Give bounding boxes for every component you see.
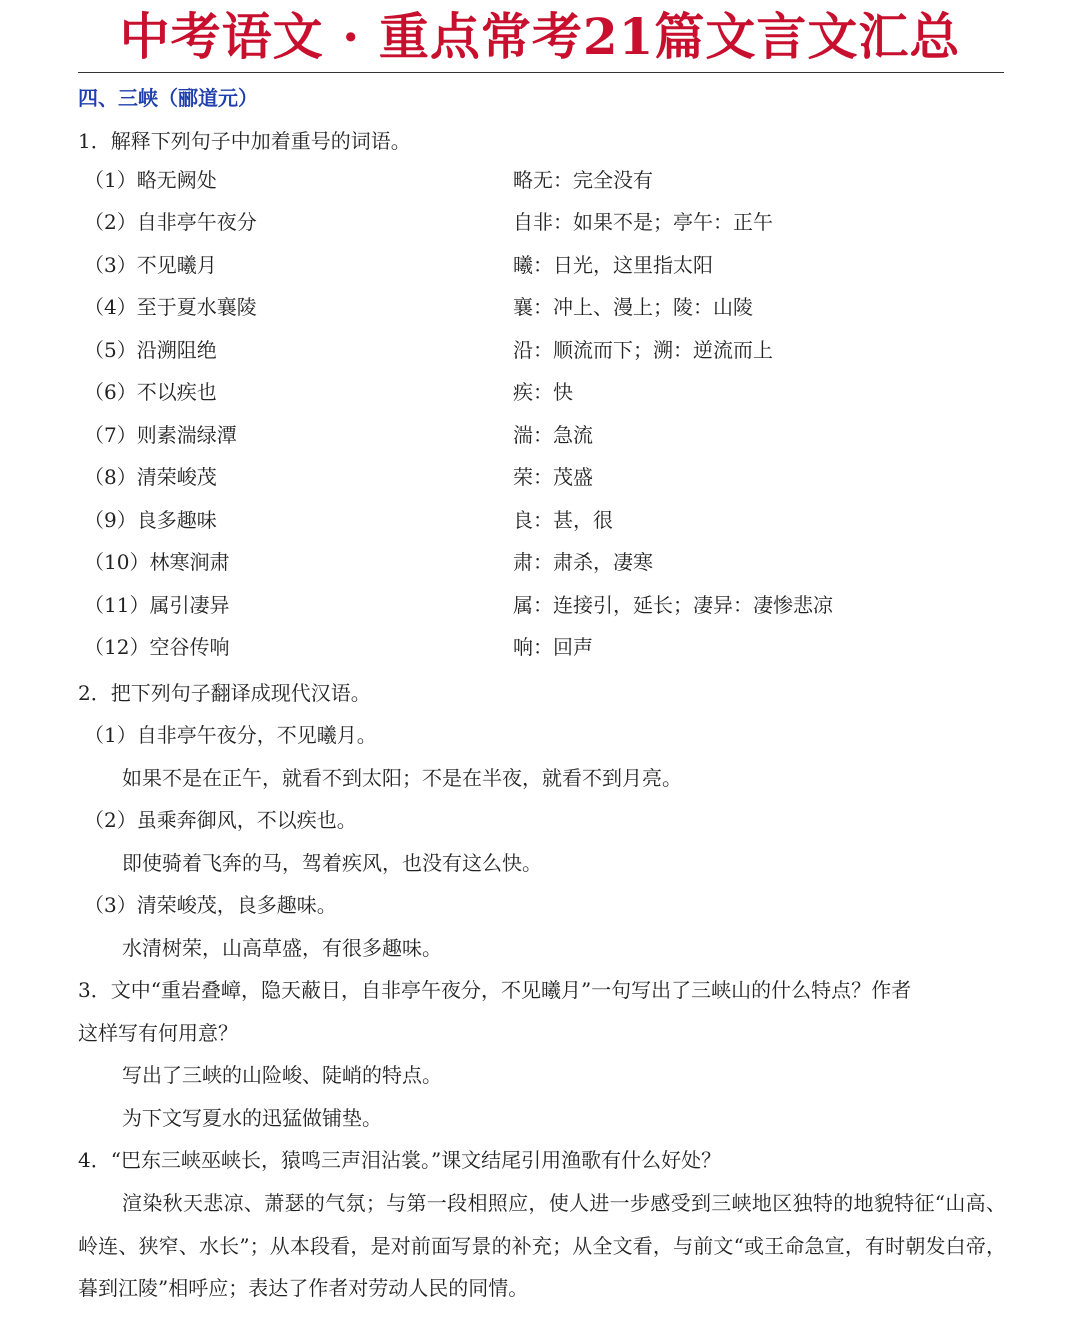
q1-item-phrase: （2）自非亭午夜分 [84, 210, 257, 234]
q1-item-phrase: （4）至于夏水襄陵 [84, 295, 257, 319]
q1-item-definition: 响：回声 [513, 635, 593, 659]
q1-item-phrase: （5）沿溯阻绝 [84, 338, 217, 362]
page-title: 中考语文 · 重点常考21篇文言文汇总 [119, 7, 961, 66]
question-1-prompt: 1．解释下列句子中加着重号的词语。 [78, 129, 411, 153]
q1-item-definition: 疾：快 [513, 380, 573, 404]
q1-item-definition: 荣：茂盛 [513, 465, 593, 489]
q1-item-definition: 属：连接引，延长；凄异：凄惨悲凉 [513, 593, 833, 617]
q1-item-definition: 良：甚，很 [513, 508, 613, 532]
q2-translation: 如果不是在正午，就看不到太阳；不是在半夜，就看不到月亮。 [122, 766, 682, 790]
section-heading: 四、三峡（郦道元） [78, 86, 258, 110]
q2-translation: 即使骑着飞奔的马，驾着疾风，也没有这么快。 [122, 851, 542, 875]
q2-translation: 水清树荣，山高草盛，有很多趣味。 [122, 936, 442, 960]
q1-item-phrase: （12）空谷传响 [84, 635, 230, 659]
question-4-prompt: 4．“巴东三峡巫峡长，猿鸣三声泪沾裳。”课文结尾引用渔歌有什么好处？ [78, 1148, 722, 1172]
q1-item-phrase: （10）林寒涧肃 [84, 550, 230, 574]
q3-answer: 写出了三峡的山险峻、陡峭的特点。 [122, 1063, 442, 1087]
q1-item-definition: 湍：急流 [513, 423, 593, 447]
q1-item-phrase: （11）属引凄异 [84, 593, 230, 617]
q1-item-definition: 沿：顺流而下；溯：逆流而上 [513, 338, 773, 362]
q1-item-definition: 略无：完全没有 [513, 168, 653, 192]
q1-item-phrase: （8）清荣峻茂 [84, 465, 217, 489]
q2-sentence: （3）清荣峻茂，良多趣味。 [84, 893, 337, 917]
question-3-prompt-line1: 3．文中“重岩叠嶂，隐天蔽日，自非亭午夜分，不见曦月”一句写出了三峡山的什么特点？作者 [78, 978, 912, 1002]
q1-item-phrase: （1）略无阙处 [84, 168, 217, 192]
q2-sentence: （1）自非亭午夜分，不见曦月。 [84, 723, 377, 747]
q1-item-phrase: （3）不见曦月 [84, 253, 217, 277]
q1-item-phrase: （9）良多趣味 [84, 508, 217, 532]
q1-item-phrase: （6）不以疾也 [84, 380, 217, 404]
question-3-prompt-line2: 这样写有何用意？ [78, 1021, 238, 1045]
q1-item-definition: 肃：肃杀，凄寒 [513, 550, 653, 574]
q1-item-definition: 自非：如果不是；亭午：正午 [513, 210, 773, 234]
q1-item-definition: 曦：日光，这里指太阳 [513, 253, 713, 277]
q3-answer: 为下文写夏水的迅猛做铺垫。 [122, 1106, 382, 1130]
q2-sentence: （2）虽乘奔御风，不以疾也。 [84, 808, 357, 832]
q1-item-phrase: （7）则素湍绿潭 [84, 423, 237, 447]
title-divider [78, 72, 1004, 73]
q1-item-definition: 襄：冲上、漫上；陵：山陵 [513, 295, 753, 319]
q4-answer: 渲染秋天悲凉、萧瑟的气氛；与第一段相照应，使人进一步感受到三峡地区独特的地貌特征“山高、岭连、狭窄、水长”；从本段看，是对前面写景的补充；从全文看，与前文“或王命急宣，有时朝发白帝，暮到江陵”相呼应；表达了作者对劳动人民的同情。 [78, 1191, 1006, 1300]
question-2-prompt: 2．把下列句子翻译成现代汉语。 [78, 681, 371, 705]
